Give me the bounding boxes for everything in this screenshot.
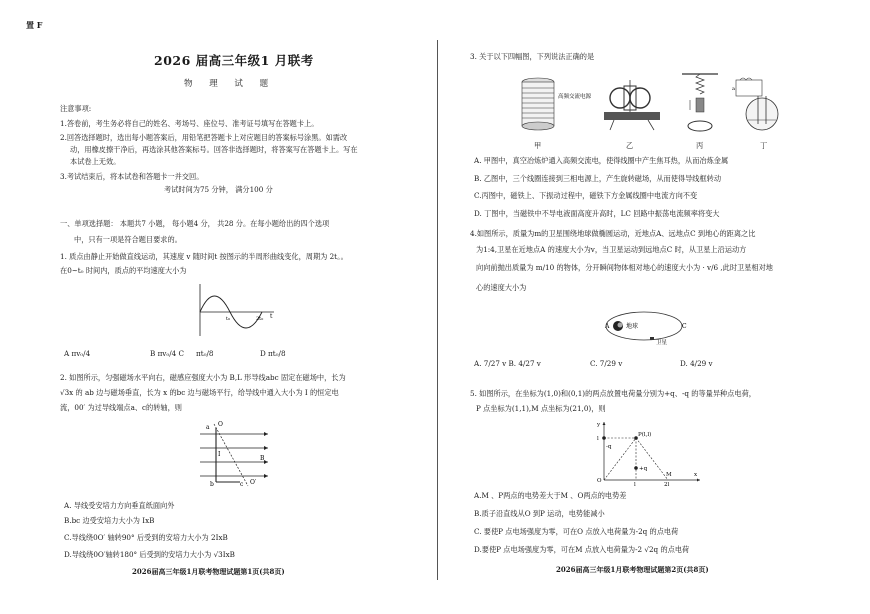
fig1-t-axis: t: [270, 313, 273, 320]
note-line: 本试卷上无效。: [70, 157, 121, 166]
q2-option-a: A. 导线受安培力方向垂直纸面向外: [64, 501, 175, 510]
q1-option-b: B πv₀/4 C: [150, 349, 185, 358]
corner-mark: 置 F: [26, 20, 43, 30]
q1-option-a: A πv₀/4: [64, 349, 91, 358]
note-line: 1.答卷前，考生务必将自己的姓名、考场号、座位号、准考证号填写在答题卡上。: [60, 119, 319, 128]
q2-option-c: C.导线绕0O′ 轴转90° 后受到的安培力大小为 2IxB: [64, 533, 228, 542]
fig-ding-lc-circuit: [732, 72, 790, 134]
question-2-stem: √3x 的 ab 边与磁场垂直，长为 x 的bc 边与磁场平行，给导线中通入大小为 I 的恒定电: [60, 388, 339, 397]
fig2-label-O: O: [218, 421, 223, 428]
q3-option-b: B. 乙图中，三个线圈连接到三相电源上，产生旋转磁场，从而使得导线框转动: [474, 174, 722, 183]
q5-option-a: A.M 、P两点的电势差大于M 、O两点的电势差: [474, 491, 627, 500]
fig-label-jia: 甲: [534, 141, 542, 150]
q2-field-diagram: [196, 420, 276, 488]
q3-option-a: A. 甲图中，真空冶炼炉通入高频交流电，使得线圈中产生焦耳热，从而冶炼金属: [474, 156, 729, 165]
q4-orbit-diagram: [602, 304, 688, 348]
fig2-label-a: a: [206, 424, 210, 431]
q1-velocity-graph: [194, 282, 276, 340]
q5-label-l2: l: [634, 482, 636, 488]
fig1-2t0: 2t₀: [256, 316, 264, 322]
page-footer: 2026届高三年级1月联考物理试题第2页(共8页): [556, 565, 709, 574]
note-line: 2.回答选择题时，选出每小题答案后，用铅笔把答题卡上对应题目的答案标号涂黑。如需改: [60, 133, 348, 142]
q3-option-d: D. 丁图中，当磁铁中不导电液面高度升高时，LC 回路中振荡电流频率将变大: [474, 209, 720, 218]
fig2-label-B: B: [260, 455, 265, 462]
fig1-t0: t₀: [226, 316, 231, 322]
question-4-stem: 向向前抛出质量为 m/10 的物体，分开瞬间物体相对地心的速度大小为 · v/6 ,此时卫星相对地: [476, 263, 773, 272]
q3-option-c: C.丙图中，磁铁上、下振动过程中，磁铁下方金属线圈中电流方向不变: [474, 191, 698, 200]
fig2-label-I: I: [218, 451, 221, 458]
q5-label-l: l: [597, 436, 599, 442]
fig-jia-furnace: [518, 72, 592, 134]
q5-label-2l: 2l: [664, 482, 670, 488]
fig-yi-three-phase: [600, 76, 664, 132]
fig-jia-label: 高频交流电源: [558, 94, 592, 100]
notes-heading: 注意事项:: [60, 104, 92, 113]
q5-option-b: B.质子沿直线从O 到P 运动，电势能减小: [474, 509, 605, 518]
question-1-stem: 在0~t₀ 时间内，质点的平均速度大小为: [60, 266, 187, 275]
exam-subtitle: 物 理 试 题: [184, 79, 276, 89]
fig2-label-b: b: [210, 481, 214, 488]
q5-label-M: M: [666, 472, 672, 478]
q4-label-A: A: [605, 323, 610, 330]
q4-option-ab: A. 7/27 v B. 4/27 v: [474, 359, 541, 368]
section-heading-cont: 中，只有一项是符合题目要求的。: [74, 235, 182, 244]
q1-option-d: D πt₀/8: [260, 349, 286, 358]
question-4-stem: 心的速度大小为: [476, 283, 527, 292]
question-5-stem: P 点坐标为(1,1),M 点坐标为(21,0)，则: [476, 404, 606, 413]
q1-option-c: πt₀/8: [196, 349, 214, 358]
fig-ding-label: a: [732, 86, 735, 92]
question-2-stem: 流，00′ 为过导线端点a、c的转轴，则: [60, 403, 182, 412]
q5-label-plus: +q: [639, 466, 648, 472]
q4-label-C: C: [682, 323, 687, 330]
q4-option-d: D. 4/29 v: [680, 359, 713, 368]
note-line: 动，用橡皮擦干净后，再选涂其他答案标号。回答非选择题时，将答案写在答题卡上。写在: [70, 145, 358, 154]
q5-label-P: P(l,l): [638, 432, 652, 438]
question-3-stem: 3. 关于以下四幅图，下列说法正确的是: [470, 52, 595, 61]
q5-charge-diagram: [594, 418, 704, 488]
fig-label-ding: 丁: [760, 141, 768, 150]
q5-option-d: D.要使P 点电场强度为零，可在M 点放入电荷量为-2 √2q 的点电荷: [474, 545, 690, 554]
q2-option-d: D.导线绕0O′轴转180° 后受到的安培力大小为 √3IxB: [64, 550, 235, 559]
column-divider: [437, 40, 438, 580]
q5-option-c: C. 要使P 点电场强度为零，可在O 点放入电荷量为-2q 的点电荷: [474, 527, 679, 536]
question-4-stem: 4.如图所示，质量为m的卫星围绕地球做椭圆运动，近地点A、远地点C 到地心的距离之比: [470, 229, 756, 238]
fig-label-yi: 乙: [626, 141, 634, 150]
q4-label-satellite: 卫星: [656, 340, 668, 346]
question-1-stem: 1. 质点由静止开始做直线运动，其速度 v 随时间t 按图示的半周形曲线变化，周期为 2t。。: [60, 252, 348, 261]
q4-option-c: C. 7/29 v: [590, 359, 623, 368]
page-footer: 2026届高三年级1月联考物理试题第1页(共8页): [132, 567, 285, 576]
question-2-stem: 2. 如图所示，匀强磁场水平向右，磁感应强度大小为 B,L 形导线abc 固定在磁场中，长为: [60, 373, 346, 382]
q4-label-earth: 地球: [626, 323, 639, 330]
q2-option-b: B.bc 边受安培力大小为 IxB: [64, 516, 155, 525]
question-5-stem: 5. 如图所示，在坐标为(1,0)和(0,1)的两点放置电荷量分别为+q、-q 的等量异种点电荷，: [470, 389, 756, 398]
q5-label-O: O: [597, 478, 602, 484]
section-heading: 一、单项选择题： 本题共7 小题， 每小题4 分， 共28 分。在每小题给出的四个选项: [60, 219, 330, 228]
exam-title: 2026 届高三年级1 月联考: [154, 53, 314, 68]
fig2-label-c: c: [240, 481, 244, 488]
q5-label-minus: -q: [606, 444, 612, 450]
time-info: 考试时间为75 分钟， 满分100 分: [164, 185, 273, 194]
fig-bing-magnet: [680, 70, 720, 136]
fig2-label-O2: O′: [250, 479, 257, 486]
q5-label-y: y: [597, 422, 601, 428]
fig-label-bing: 丙: [696, 141, 704, 150]
q5-label-x: x: [694, 472, 698, 478]
note-line: 3.考试结束后，将本试卷和答题卡一并交回。: [60, 172, 204, 181]
question-4-stem: 为1:4,卫星在近地点A 的速度大小为v，当卫星运动到远地点C 时，从卫星上沿运动方: [476, 245, 747, 254]
